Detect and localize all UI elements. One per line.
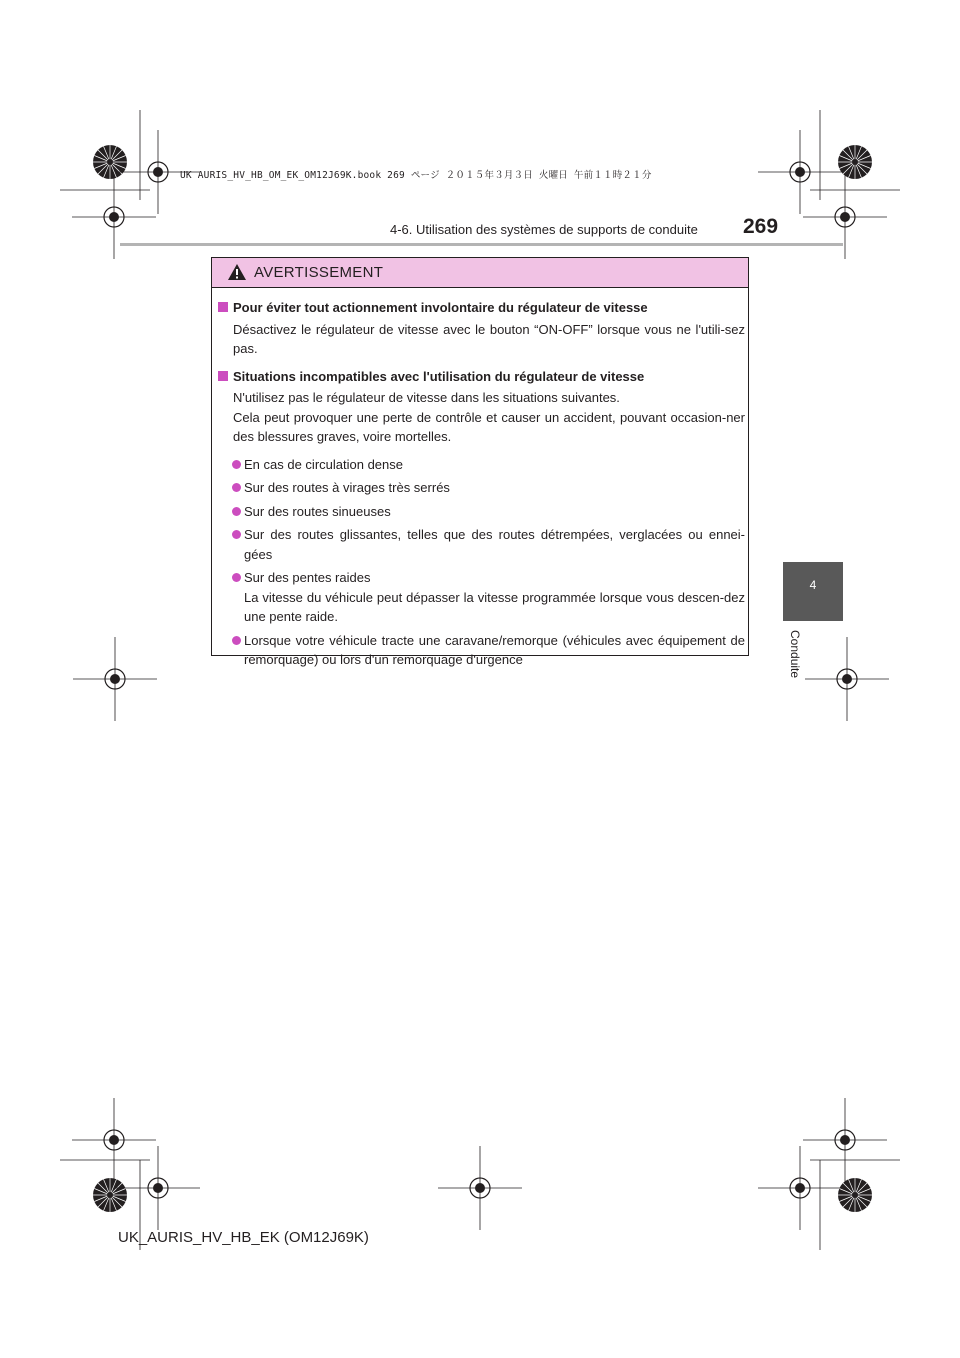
round-bullet-icon (232, 636, 241, 645)
chapter-label (787, 630, 807, 690)
warning-header (212, 258, 748, 288)
header-rule (120, 243, 843, 246)
page-number: 269 (743, 215, 779, 238)
round-bullet-icon (232, 460, 241, 469)
chapter-label-text: Conduite (788, 630, 802, 679)
square-bullet-icon (218, 302, 228, 312)
warning-content (217, 298, 745, 674)
section-heading: Situations incompatibles avec l'utilisation du régulateur de vitesse (217, 367, 745, 387)
section-paragraph: Désactivez le régulateur de vitesse avec le bouton “ON-OFF” lorsque vous ne l'utili-sez pas. (233, 321, 745, 356)
section-heading: Pour éviter tout actionnement involontaire du régulateur de vitesse (217, 298, 745, 318)
list-item: Sur des routes sinueuses (217, 502, 745, 522)
book-file-info: UK AURIS_HV_HB_OM_EK_OM12J69K.book 269 ページ ２０１５年３月３日 火曜日 午前１１時２１分 (180, 170, 652, 181)
square-bullet-icon (218, 371, 228, 381)
round-bullet-icon (232, 530, 241, 539)
list-item: Sur des routes glissantes, telles que des routes détrempées, verglacées ou ennei-gées (217, 525, 745, 564)
warning-title: AVERTISSEMENT (254, 264, 384, 281)
list-item: Sur des pentes raides La vitesse du véhicule peut dépasser la vitesse programmée lorsque vous descen-dez une pente raide. (217, 568, 745, 627)
round-bullet-icon (232, 483, 241, 492)
warning-box (211, 257, 749, 667)
section-title: 4-6. Utilisation des systèmes de supports de conduite (390, 222, 698, 237)
chapter-number: 4 (809, 578, 817, 592)
round-bullet-icon (232, 507, 241, 516)
document-code: UK_AURIS_HV_HB_EK (OM12J69K) (118, 1229, 369, 1246)
list-item: En cas de circulation dense (217, 455, 745, 475)
warning-triangle-icon (227, 263, 247, 281)
list-item: Sur des routes à virages très serrés (217, 478, 745, 498)
list-item: Lorsque votre véhicule tracte une caravane/remorque (véhicules avec équipement de remorquage) ou lors d'un remorquage d'urgence (217, 631, 745, 670)
round-bullet-icon (232, 573, 241, 582)
chapter-tab[interactable] (783, 562, 843, 621)
section-paragraph: N'utilisez pas le régulateur de vitesse dans les situations suivantes. Cela peut provoquer une perte de contrôle et causer un accident, pouvant occasion-ner des blessures graves, voire mortelles. (233, 390, 745, 444)
